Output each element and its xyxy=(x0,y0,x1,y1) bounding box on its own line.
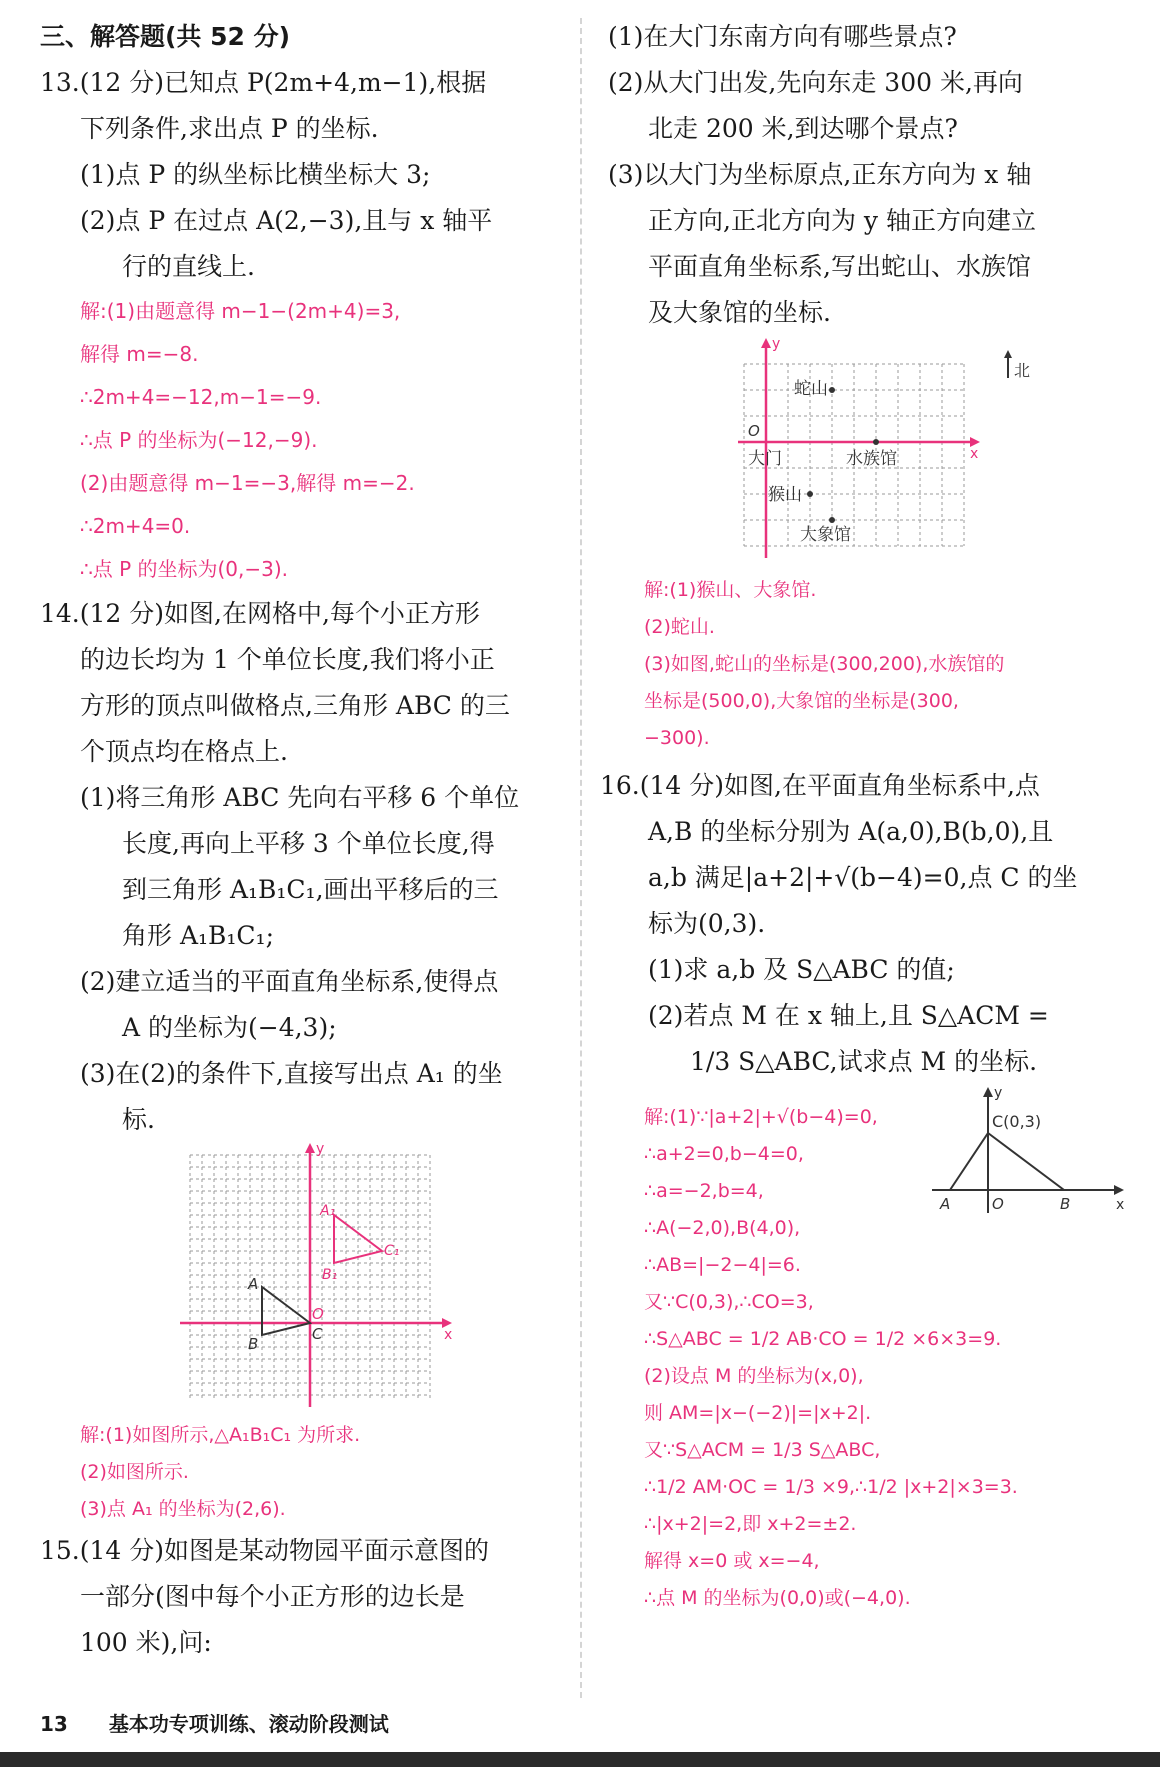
question-line: 个顶点均在格点上. xyxy=(80,737,288,766)
question-line: 13.(12 分)已知点 P(2m+4,m−1),根据 xyxy=(40,68,487,97)
question-line: 正方向,正北方向为 y 轴正方向建立 xyxy=(648,206,1036,235)
elephant-hall-point xyxy=(829,517,835,523)
question-line: 14.(12 分)如图,在网格中,每个小正方形 xyxy=(40,599,480,628)
triangle-abc xyxy=(950,1133,1064,1190)
label-b1: B₁ xyxy=(322,1267,338,1283)
answer-16-block xyxy=(608,1085,1128,1609)
monkey-hill-point xyxy=(807,491,813,497)
label-a: A xyxy=(248,1275,259,1293)
question-line: 的边长均为 1 个单位长度,我们将小正 xyxy=(80,645,495,674)
question-line: (1)求 a,b 及 S△ABC 的值; xyxy=(648,955,955,984)
answer-line: 坐标是(500,0),大象馆的坐标是(300, xyxy=(644,690,959,712)
answer-line: ∴AB=|−2−4|=6. xyxy=(644,1254,801,1276)
label-monkey-hill: 猴山 xyxy=(768,485,802,505)
label-y: y xyxy=(994,1085,1003,1101)
answer-line: 解:(1)由题意得 m−1−(2m+4)=3, xyxy=(80,299,401,323)
question-line: 到三角形 A₁B₁C₁,画出平移后的三 xyxy=(122,875,499,904)
question-line: (2)点 P 在过点 A(2,−3),且与 x 轴平 xyxy=(80,206,493,235)
answer-13 xyxy=(40,290,570,591)
book-title: 基本功专项训练、滚动阶段测试 xyxy=(108,1712,389,1736)
question-line: 16.(14 分)如图,在平面直角坐标系中,点 xyxy=(600,771,1040,800)
label-b: B xyxy=(1060,1195,1071,1213)
answer-line: (2)蛇山. xyxy=(644,616,715,638)
column-divider xyxy=(580,18,582,1698)
answer-line: 解:(1)猴山、大象馆. xyxy=(644,579,817,601)
answer-line: ∴a=−2,b=4, xyxy=(644,1180,764,1202)
question-line: (1)将三角形 ABC 先向右平移 6 个单位 xyxy=(80,783,520,812)
question-line: (2)从大门出发,先向东走 300 米,再向 xyxy=(608,68,1023,97)
zoo-map-figure xyxy=(608,336,1128,568)
label-c: C(0,3) xyxy=(992,1112,1042,1131)
answer-line: ∴S△ABC = 1/2 AB·CO = 1/2 ×6×3=9. xyxy=(644,1328,1002,1350)
answer-line: ∴a+2=0,b−4=0, xyxy=(644,1143,804,1165)
answer-line: 则 AM=|x−(−2)|=|x+2|. xyxy=(644,1402,872,1424)
answer-line: (3)点 A₁ 的坐标为(2,6). xyxy=(80,1498,286,1520)
label-y: y xyxy=(772,336,781,352)
question-15-parts xyxy=(608,14,1128,757)
page-number: 13 xyxy=(40,1712,68,1736)
question-line: 角形 A₁B₁C₁; xyxy=(122,921,274,950)
label-snake-hill: 蛇山 xyxy=(794,379,828,399)
question-line: a,b 满足|a+2|+√(b−4)=0,点 C 的坐 xyxy=(648,863,1078,892)
answer-line: 解得 x=0 或 x=−4, xyxy=(644,1550,820,1572)
answer-line: ∴2m+4=−12,m−1=−9. xyxy=(80,385,322,409)
label-elephant-hall: 大象馆 xyxy=(800,525,851,545)
label-aquarium: 水族馆 xyxy=(846,449,897,469)
question-line: (3)在(2)的条件下,直接写出点 A₁ 的坐 xyxy=(80,1059,503,1088)
question-line: 方形的顶点叫做格点,三角形 ABC 的三 xyxy=(80,691,510,720)
question-line: (3)以大门为坐标原点,正东方向为 x 轴 xyxy=(608,160,1032,189)
label-origin: O xyxy=(312,1305,324,1323)
question-line: 1/3 S△ABC,试求点 M 的坐标. xyxy=(690,1047,1038,1076)
answer-line: 解:(1)如图所示,△A₁B₁C₁ 为所求. xyxy=(80,1424,361,1446)
answer-line: ∴点 P 的坐标为(0,−3). xyxy=(80,557,289,581)
answer-line: −300). xyxy=(644,727,710,749)
triangle-abc-figure xyxy=(928,1085,1128,1225)
label-x: x xyxy=(970,446,979,462)
north-arrowhead xyxy=(1004,350,1012,358)
label-gate: 大门 xyxy=(748,449,782,469)
answer-line: (2)由题意得 m−1=−3,解得 m=−2. xyxy=(80,471,415,495)
question-line: 标为(0,3). xyxy=(648,909,766,938)
answer-line: ∴点 P 的坐标为(−12,−9). xyxy=(80,428,318,452)
aquarium-point xyxy=(873,439,879,445)
label-x: x xyxy=(444,1327,453,1343)
question-line: 及大象馆的坐标. xyxy=(648,298,831,327)
question-16 xyxy=(600,763,1128,1609)
label-y: y xyxy=(316,1143,325,1157)
right-column xyxy=(600,14,1128,1609)
snake-hill-point xyxy=(829,387,835,393)
question-13 xyxy=(40,60,570,591)
answer-line: ∴2m+4=0. xyxy=(80,514,191,538)
page-footer xyxy=(40,1708,423,1737)
question-line: 平面直角坐标系,写出蛇山、水族馆 xyxy=(648,252,1031,281)
label-x: x xyxy=(1116,1197,1125,1213)
label-a: A xyxy=(940,1195,951,1213)
answer-line: (2)如图所示. xyxy=(80,1461,189,1483)
label-c1: C₁ xyxy=(384,1243,400,1259)
question-line: 行的直线上. xyxy=(122,252,255,281)
section-title: 三、解答题(共 52 分) xyxy=(40,22,291,51)
question-line: 100 米),问: xyxy=(80,1628,212,1657)
question-line: 15.(14 分)如图是某动物园平面示意图的 xyxy=(40,1536,490,1565)
label-a1: A₁ xyxy=(320,1203,336,1219)
label-o: O xyxy=(992,1195,1004,1213)
question-line: A,B 的坐标分别为 A(a,0),B(b,0),且 xyxy=(648,817,1054,846)
label-north: 北 xyxy=(1014,361,1031,380)
question-line: (2)建立适当的平面直角坐标系,使得点 xyxy=(80,967,499,996)
question-line: (1)点 P 的纵坐标比横坐标大 3; xyxy=(80,160,431,189)
y-axis-arrow xyxy=(305,1143,315,1153)
translation-grid-figure xyxy=(40,1143,560,1413)
question-line: 北走 200 米,到达哪个景点? xyxy=(648,114,958,143)
question-line: 标. xyxy=(122,1105,155,1134)
answer-14 xyxy=(40,1417,570,1528)
question-line: (2)若点 M 在 x 轴上,且 S△ACM = xyxy=(648,1001,1049,1030)
answer-line: (2)设点 M 的坐标为(x,0), xyxy=(644,1365,864,1387)
answer-line: 又∵C(0,3),∴CO=3, xyxy=(644,1291,814,1313)
y-axis-arrow xyxy=(761,338,771,348)
question-line: 一部分(图中每个小正方形的边长是 xyxy=(80,1582,465,1611)
answer-15 xyxy=(608,572,1128,757)
answer-line: ∴A(−2,0),B(4,0), xyxy=(644,1217,801,1239)
answer-line: ∴|x+2|=2,即 x+2=±2. xyxy=(644,1513,857,1535)
label-origin: O xyxy=(748,422,760,440)
y-axis-arrow xyxy=(983,1087,993,1097)
answer-line: 解:(1)∵|a+2|+√(b−4)=0, xyxy=(644,1106,878,1128)
question-line: (1)在大门东南方向有哪些景点? xyxy=(608,22,957,51)
question-line: 长度,再向上平移 3 个单位长度,得 xyxy=(122,829,495,858)
question-14 xyxy=(40,591,570,1528)
label-b: B xyxy=(248,1335,259,1353)
answer-line: ∴点 M 的坐标为(0,0)或(−4,0). xyxy=(644,1587,911,1609)
answer-line: 解得 m=−8. xyxy=(80,342,199,366)
question-line: 下列条件,求出点 P 的坐标. xyxy=(80,114,379,143)
bottom-bar xyxy=(0,1752,1160,1767)
answer-line: (3)如图,蛇山的坐标是(300,200),水族馆的 xyxy=(644,653,1005,675)
question-line: A 的坐标为(−4,3); xyxy=(122,1013,337,1042)
x-axis-arrow xyxy=(1114,1185,1124,1195)
left-column xyxy=(40,14,570,1666)
answer-line: ∴1/2 AM·OC = 1/3 ×9,∴1/2 |x+2|×3=3. xyxy=(644,1476,1018,1498)
answer-line: 又∵S△ACM = 1/3 S△ABC, xyxy=(644,1439,881,1461)
question-15-intro xyxy=(40,1528,570,1666)
label-c: C xyxy=(312,1325,323,1343)
